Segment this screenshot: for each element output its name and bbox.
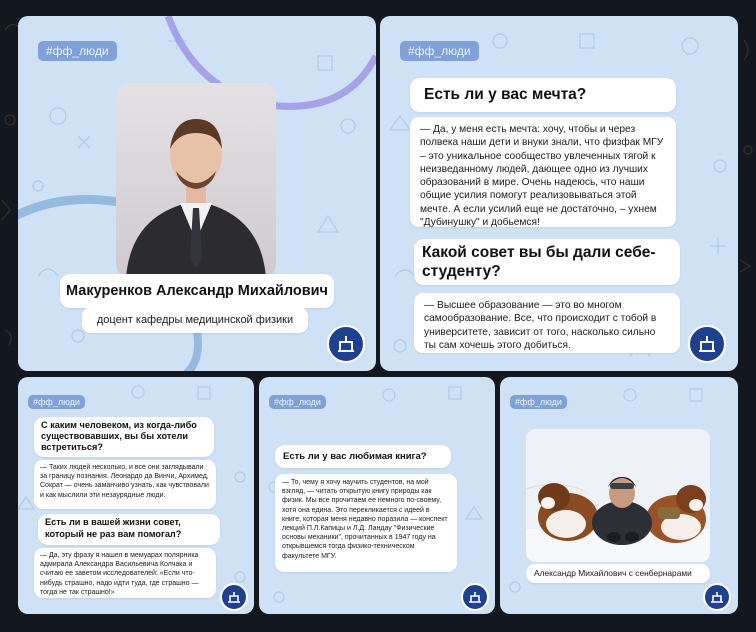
hashtag-badge: #фф_люди — [269, 395, 326, 409]
question-dream: Есть ли у вас мечта? — [410, 78, 676, 112]
answer-advice-life: — Да, эту фразу я нашел в мемуарах полярника адмирала Александра Васильевича Колчака и считаю ее заветом исследователей: «Если что-нибудь страшно, надо идти туда, где страшно — тогда не так страшно!» — [34, 548, 216, 598]
question-advice-life: Есть ли в вашей жизни совет, который не раз вам помогал? — [38, 514, 220, 545]
university-logo-icon — [220, 583, 248, 611]
photo-with-dogs — [526, 429, 710, 562]
card-questions-meet — [18, 377, 254, 614]
position-label: доцент кафедры медицинской физики — [82, 307, 308, 333]
card-profile — [18, 16, 376, 371]
answer-meet: — Таких людей несколько, и все они заглядывали за границу познания. Леонардо да Винчи, Архимед, Сократ — очень заманчиво узнать, как чувствовали и как мыслили эти незаурядные люди. — [34, 460, 216, 509]
card-photo-dogs — [500, 377, 738, 614]
hashtag-badge: #фф_люди — [38, 41, 117, 61]
hashtag-badge: #фф_люди — [510, 395, 567, 409]
university-logo-icon — [703, 583, 731, 611]
card-questions-dream — [380, 16, 738, 371]
university-logo-icon — [688, 325, 726, 363]
question-advice: Какой совет вы бы дали себе-студенту? — [414, 239, 680, 285]
answer-advice: — Высшее образование — это во многом самообразование. Все, что происходит с тобой в университете, зависит от того, насколько сильно ты сам хочешь этого добиться. — [414, 293, 680, 353]
portrait-photo — [116, 83, 276, 278]
photo-caption: Александр Михайлович с сенбернарами — [526, 564, 710, 583]
university-logo-icon — [461, 583, 489, 611]
name-label: Макуренков Александр Михайлович — [60, 274, 334, 308]
question-meet: С каким человеком, из когда-либо существовавших, вы бы хотели встретиться? — [34, 417, 214, 457]
card-questions-book — [259, 377, 495, 614]
answer-dream: — Да, у меня есть мечта: хочу, чтобы и через полвека наши дети и внуки знали, что физфак МГУ – это уникальное сообщество увлеченных тягой к неизведанному людей, дающее одно из лучших образований в мире. Очень надеюсь, что наши общие усилия помогут реализовываться этой мечте. А если усилий еще не достаточно, – ухнем "Дубинушку" и добьемся! — [410, 117, 676, 227]
hashtag-badge: #фф_люди — [28, 395, 85, 409]
hashtag-badge: #фф_люди — [400, 41, 479, 61]
answer-book: — То, чему я хочу научить студентов, на мой взгляд, — читать открытую книгу природы как физик. Мы все прочитаем ее немного по-своему, хотя она едина. Это перекликается с идеей в книге, которая меня недавно поразила — конспект лекций П.Л.Капицы и Л.Д. Ландау "Физические основы механики", прочитанных в 1947 году на открывшемся тогда физико-техническом факультете МГУ. — [275, 474, 457, 572]
university-logo-icon — [327, 325, 365, 363]
question-book: Есть ли у вас любимая книга? — [275, 445, 451, 468]
